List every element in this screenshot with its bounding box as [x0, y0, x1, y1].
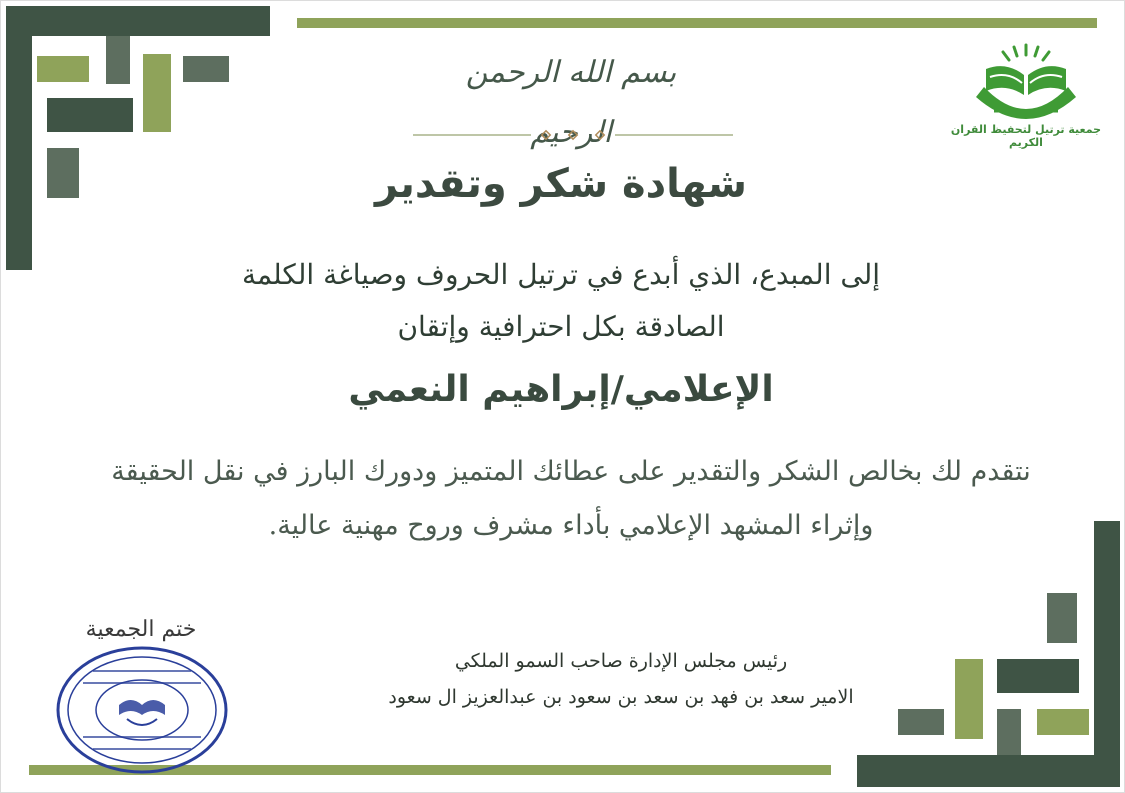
frame-corner-bottom-right: [857, 755, 1120, 787]
deco-block: [997, 659, 1079, 693]
frame-corner-bottom-right-vertical: [1094, 521, 1120, 787]
deco-block: [47, 148, 79, 198]
certificate-intro: [181, 249, 941, 353]
recipient-name: الإعلامي/إبراهيم النعمي: [348, 369, 774, 410]
frame-line-top: [297, 18, 1097, 28]
signature-title: رئيس مجلس الإدارة صاحب السمو الملكي: [454, 650, 788, 672]
deco-block: [955, 659, 983, 739]
frame-corner-top-left-vertical: [6, 6, 32, 270]
ornament-divider: [413, 127, 733, 143]
deco-block: [106, 36, 130, 84]
logo-caption: جمعية ترتيل لتحفيظ القران الكريم: [950, 123, 1102, 149]
seal-label: ختم الجمعية: [85, 617, 197, 642]
signature-name: الامير سعد بن فهد بن سعد بن سعود بن عبدالعزيز ال سعود: [388, 686, 854, 708]
frame-corner-top-left: [6, 6, 270, 36]
intro-line-1: إلى المبدع، الذي أبدع في ترتيل الحروف وصياغة الكلمة: [241, 258, 881, 291]
deco-block: [1037, 709, 1089, 735]
body-line-1: نتقدم لك بخالص الشكر والتقدير على عطائك المتميز ودورك البارز في نقل الحقيقة: [111, 456, 1031, 487]
intro-line-2: الصادقة بكل احترافية وإتقان: [397, 310, 725, 343]
deco-block: [183, 56, 229, 82]
body-line-2: وإثراء المشهد الإعلامي بأداء مشرف وروح مهنية عالية.: [268, 510, 874, 541]
deco-block: [898, 709, 944, 735]
deco-block: [997, 709, 1021, 755]
association-seal-stamp: [53, 643, 231, 777]
deco-block: [47, 98, 133, 132]
deco-block: [1047, 593, 1077, 643]
signature-block: [361, 643, 881, 715]
basmala-calligraphy: [431, 31, 711, 150]
deco-block: [37, 56, 89, 82]
deco-block: [143, 54, 171, 132]
certificate-body: [81, 445, 1061, 553]
basmala-text: بسم الله الرحمن الرحيم: [465, 55, 677, 150]
certificate-title: شهادة شكر وتقدير: [375, 161, 747, 207]
